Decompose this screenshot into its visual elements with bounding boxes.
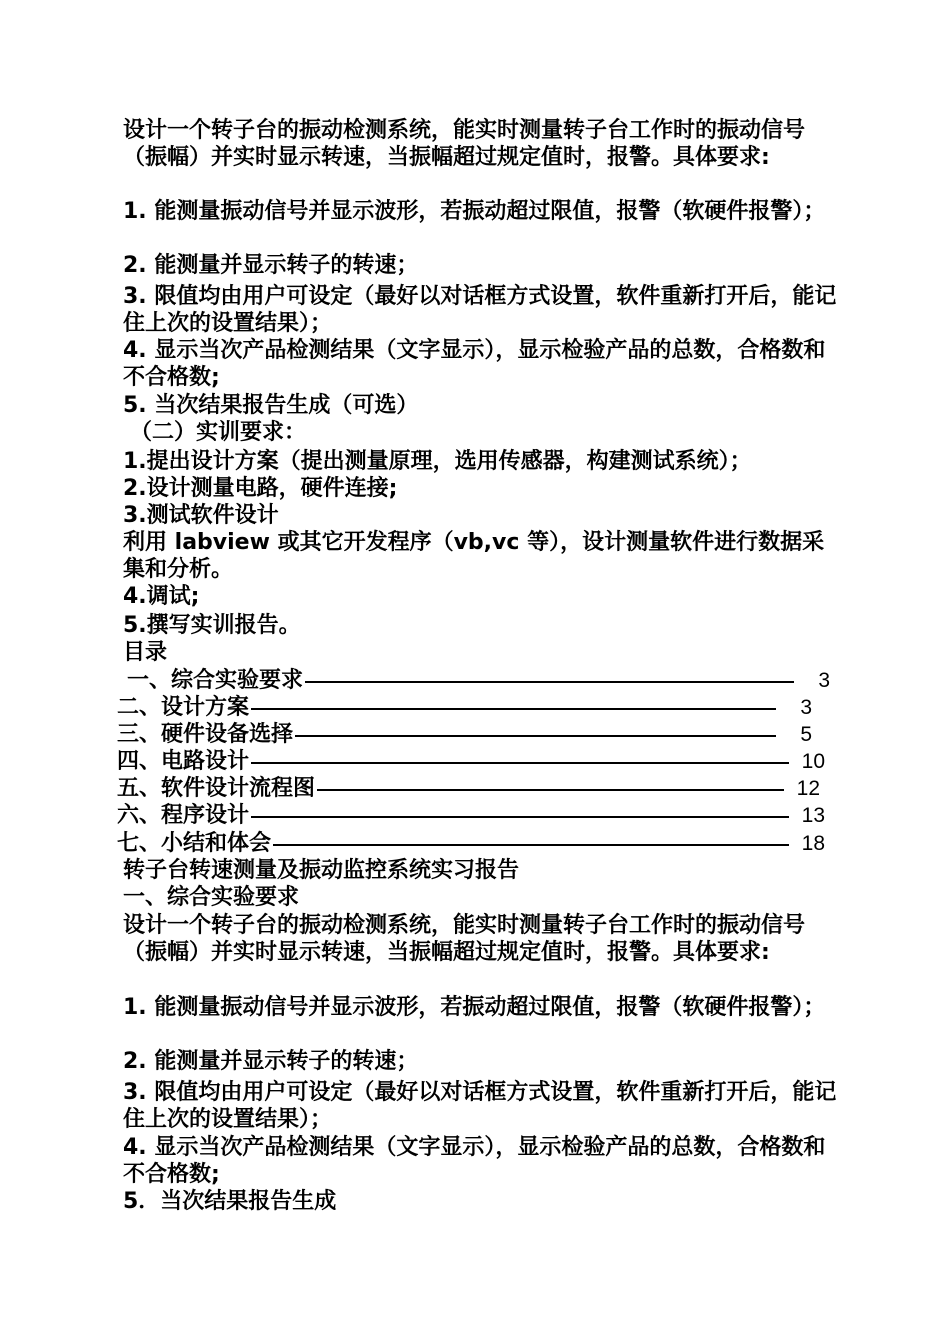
toc-entry-page: 3 xyxy=(800,696,812,719)
report-item-1: 1. 能测量振动信号并显示波形，若振动超过限值，报警（软硬件报警）； xyxy=(123,995,826,1020)
training-item-5: 5.撰写实训报告。 xyxy=(123,613,301,638)
toc-entry-page: 5 xyxy=(800,723,812,746)
training-item-4: 4.调试; xyxy=(123,584,200,609)
toc-entry-title: 一、综合实验要求 xyxy=(127,668,304,693)
software-note: 利用 labview 或其它开发程序（vb,vc 等），设计测量软件进行数据采集和分析。 xyxy=(123,530,825,582)
toc-entry-title: 七、小结和体会 xyxy=(117,831,272,856)
toc-entry xyxy=(117,694,812,721)
report-paragraph: 设计一个转子台的振动检测系统，能实时测量转子台工作时的振动信号（振幅）并实时显示转速，当振幅超过规定值时，报警。具体要求: xyxy=(123,913,806,965)
toc-entry-page: 3 xyxy=(818,669,830,692)
report-item-5: 5．当次结果报告生成 xyxy=(123,1189,337,1214)
intro-paragraph: 设计一个转子台的振动检测系统，能实时测量转子台工作时的振动信号（振幅）并实时显示转速，当振幅超过规定值时，报警。具体要求: xyxy=(123,118,806,170)
toc-entry xyxy=(117,802,825,829)
toc-entry-title: 五、软件设计流程图 xyxy=(117,776,316,801)
intro-item-4: 4. 显示当次产品检测结果（文字显示），显示检验产品的总数，合格数和不合格数; xyxy=(123,338,826,390)
training-item-2: 2.设计测量电路，硬件连接; xyxy=(123,476,398,501)
toc-entry-page: 10 xyxy=(801,750,825,773)
toc-entry-title: 三、硬件设备选择 xyxy=(117,722,294,747)
report-item-4: 4. 显示当次产品检测结果（文字显示），显示检验产品的总数，合格数和不合格数; xyxy=(123,1135,826,1187)
toc-entry xyxy=(117,721,812,748)
toc-entry-title: 四、电路设计 xyxy=(117,749,250,774)
toc-leader-line xyxy=(177,762,789,764)
toc-entry-page: 18 xyxy=(801,832,825,855)
intro-item-3: 3. 限值均由用户可设定（最好以对话框方式设置，软件重新打开后，能记住上次的设置结果）； xyxy=(123,284,837,336)
toc-entry-title: 二、设计方案 xyxy=(117,695,250,720)
toc-leader-line xyxy=(177,816,789,818)
intro-item-2: 2. 能测量并显示转子的转速； xyxy=(123,253,419,278)
toc-entry-page: 12 xyxy=(796,777,820,800)
intro-item-1: 1. 能测量振动信号并显示波形，若振动超过限值，报警（软硬件报警）； xyxy=(123,199,826,224)
section-heading: 一、综合实验要求 xyxy=(123,885,300,910)
toc-entry xyxy=(117,748,825,775)
toc-leader-line xyxy=(177,708,776,710)
toc-entry xyxy=(117,830,825,857)
intro-item-5: 5. 当次结果报告生成（可选） xyxy=(123,393,419,418)
training-item-3: 3.测试软件设计 xyxy=(123,503,279,528)
report-item-2: 2. 能测量并显示转子的转速； xyxy=(123,1049,419,1074)
training-item-1: 1.提出设计方案（提出测量原理，选用传感器，构建测试系统）； xyxy=(123,449,752,474)
report-item-3: 3. 限值均由用户可设定（最好以对话框方式设置，软件重新打开后，能记住上次的设置结果）； xyxy=(123,1080,837,1132)
toc-heading: 目录 xyxy=(123,640,168,665)
report-title: 转子台转速测量及振动监控系统实习报告 xyxy=(123,858,520,883)
toc-entry-title: 六、程序设计 xyxy=(117,803,250,828)
toc-entry xyxy=(117,775,820,802)
toc-entry xyxy=(127,667,830,694)
toc-entry-page: 13 xyxy=(801,804,825,827)
training-heading: （二）实训要求： xyxy=(130,420,307,445)
